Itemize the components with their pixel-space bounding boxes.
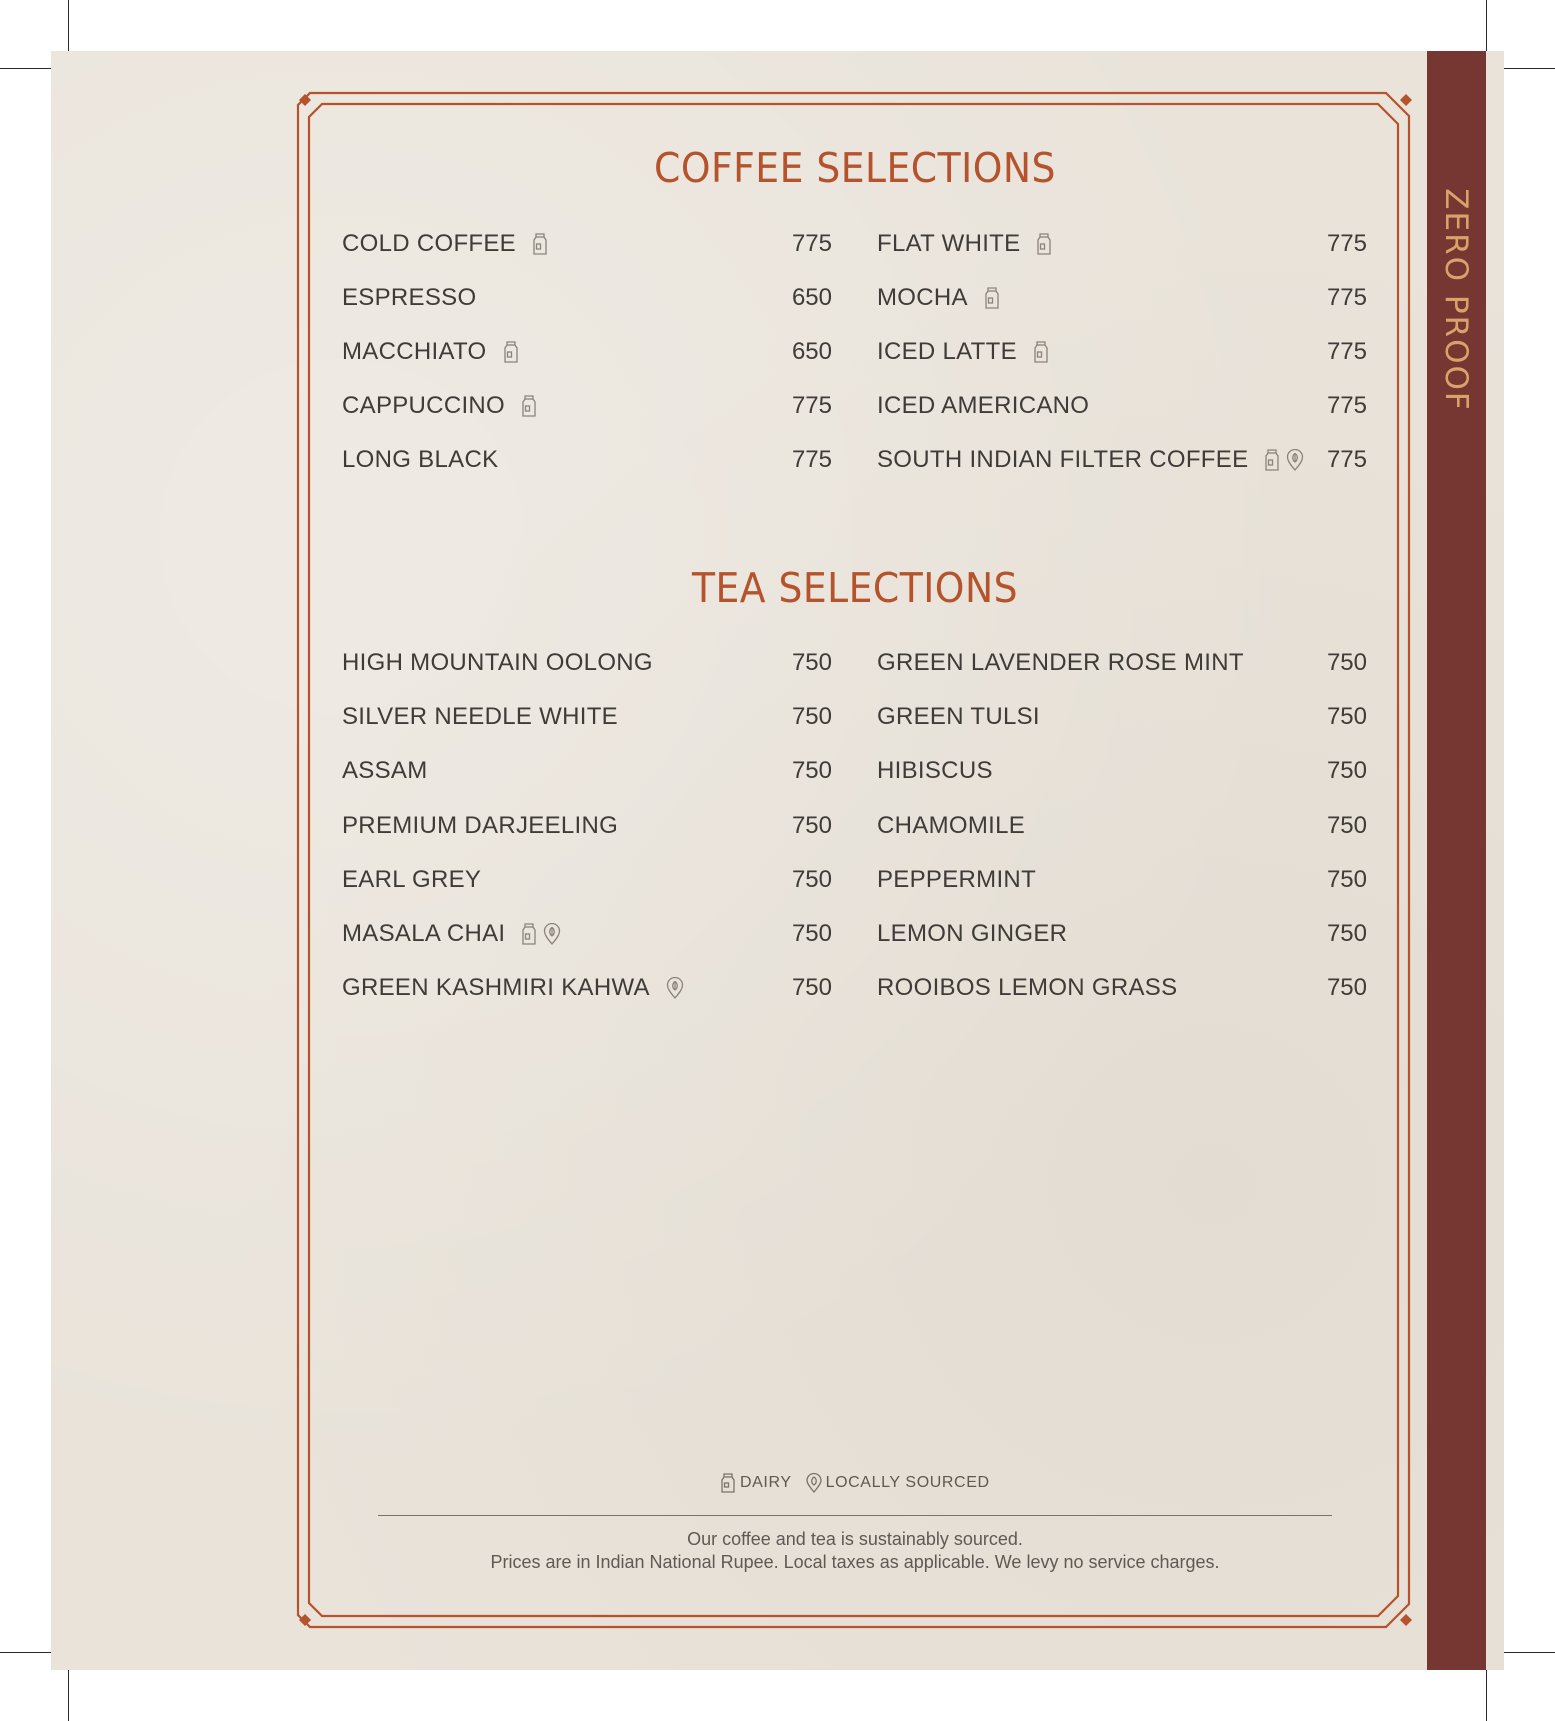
dairy-icon — [1033, 340, 1049, 364]
menu-item-icons — [1033, 340, 1049, 364]
menu-item — [342, 648, 653, 678]
menu-item — [342, 919, 561, 949]
legend-dairy: DAIRY — [720, 1472, 792, 1494]
menu-item-price: 750 — [1326, 757, 1367, 785]
tea-heading: TEA SELECTIONS — [691, 564, 1019, 612]
menu-item-price: 750 — [1326, 920, 1367, 947]
menu-item-name: HIGH MOUNTAIN OOLONG — [342, 649, 653, 676]
menu-item — [342, 756, 428, 786]
side-tab-label: ZERO PROOF — [1438, 188, 1474, 412]
menu-item-icons — [532, 232, 548, 256]
menu-item-price: 750 — [1326, 703, 1367, 731]
locally-sourced-icon — [806, 1473, 822, 1493]
menu-item-icons — [666, 977, 684, 999]
menu-item-name: GREEN TULSI — [877, 703, 1040, 731]
menu-item-price: 775 — [1326, 446, 1367, 473]
menu-item-name: GREEN KASHMIRI KAHWA — [342, 974, 650, 1002]
menu-item — [877, 811, 1025, 841]
menu-item-price: 750 — [791, 865, 832, 893]
menu-item — [877, 229, 1052, 259]
menu-item-name: ASSAM — [342, 757, 428, 785]
footer-divider — [378, 1515, 1332, 1516]
menu-item-name: HIBISCUS — [877, 757, 993, 785]
menu-item-name: COLD COFFEE — [342, 230, 516, 257]
menu-item-name: LEMON GINGER — [877, 920, 1068, 947]
menu-item-price: 750 — [1326, 974, 1367, 1002]
menu-item-price: 750 — [791, 757, 832, 785]
dairy-icon — [532, 232, 548, 256]
menu-item-price: 775 — [791, 392, 832, 419]
menu-item-name: SOUTH INDIAN FILTER COFFEE — [877, 446, 1249, 473]
legend — [720, 1472, 1004, 1494]
menu-item-price: 775 — [791, 230, 832, 257]
locally-sourced-icon — [543, 923, 561, 945]
menu-item-icons — [521, 394, 537, 418]
menu-item-name: SILVER NEEDLE WHITE — [342, 703, 618, 731]
menu-item-name: FLAT WHITE — [877, 230, 1021, 257]
dairy-icon — [720, 1472, 736, 1494]
dairy-icon — [521, 394, 537, 418]
menu-item-name: MASALA CHAI — [342, 920, 506, 947]
dairy-icon — [503, 340, 519, 364]
menu-item — [877, 973, 1177, 1003]
menu-item — [877, 702, 1040, 732]
menu-item-name: GREEN LAVENDER ROSE MINT — [877, 649, 1244, 676]
menu-item-price: 650 — [791, 338, 832, 365]
menu-item-name: PREMIUM DARJEELING — [342, 811, 619, 839]
menu-item — [877, 756, 993, 786]
menu-item — [342, 865, 481, 895]
menu-item-name: ICED LATTE — [877, 338, 1017, 365]
menu-item — [342, 811, 618, 841]
menu-item-icons — [521, 922, 561, 946]
menu-item-price: 750 — [791, 649, 832, 676]
menu-item-price: 775 — [1326, 284, 1367, 311]
menu-item — [877, 919, 1067, 949]
dairy-icon — [984, 286, 1000, 310]
menu-item — [342, 973, 684, 1003]
menu-item-name: LONG BLACK — [342, 446, 499, 473]
dairy-icon — [1036, 232, 1052, 256]
footer-note-sourcing: Our coffee and tea is sustainably sourced. — [687, 1529, 1023, 1549]
menu-item-price: 750 — [791, 703, 832, 731]
menu-item-icons — [503, 340, 519, 364]
coffee-heading: COFFEE SELECTIONS — [654, 144, 1056, 192]
footer-note-pricing: Prices are in Indian National Rupee. Local taxes as applicable. We levy no service charges. — [490, 1552, 1220, 1572]
menu-item — [877, 865, 1036, 895]
menu-item-name: CHAMOMILE — [877, 811, 1026, 839]
menu-item-name: MOCHA — [877, 284, 968, 311]
menu-item — [342, 337, 519, 367]
menu-item-name: MACCHIATO — [342, 338, 487, 365]
menu-item-name: EARL GREY — [342, 865, 482, 893]
menu-item-icons — [1036, 232, 1052, 256]
menu-item — [342, 391, 537, 421]
menu-item-price: 775 — [791, 446, 832, 473]
menu-item-icons — [984, 286, 1000, 310]
menu-item-price: 750 — [791, 920, 832, 947]
menu-item — [877, 648, 1244, 678]
menu-item-price: 775 — [1326, 392, 1367, 419]
menu-item-name: CAPPUCCINO — [342, 392, 506, 419]
dairy-icon — [521, 922, 537, 946]
menu-item-price: 750 — [1326, 811, 1367, 839]
menu-item-price: 750 — [1326, 649, 1367, 676]
menu-item-name: ESPRESSO — [342, 284, 477, 311]
menu-item — [342, 445, 498, 475]
menu-item — [342, 702, 618, 732]
menu-item-price: 650 — [791, 284, 832, 311]
menu-item-name: ICED AMERICANO — [877, 392, 1090, 419]
menu-item-name: ROOIBOS LEMON GRASS — [877, 974, 1178, 1002]
menu-item — [342, 283, 476, 313]
legend-locally-sourced: LOCALLY SOURCED — [806, 1473, 990, 1493]
menu-item-price: 750 — [791, 974, 832, 1002]
menu-item-price: 750 — [791, 811, 832, 839]
menu-item-price: 775 — [1326, 338, 1367, 365]
dairy-icon — [1264, 448, 1280, 472]
menu-item — [877, 337, 1049, 367]
menu-item — [877, 445, 1304, 475]
menu-item-price: 750 — [1326, 865, 1367, 893]
locally-sourced-icon — [666, 977, 684, 999]
menu-item-name: PEPPERMINT — [877, 865, 1037, 893]
menu-item-price: 775 — [1326, 230, 1367, 257]
menu-item — [877, 391, 1089, 421]
menu-item — [877, 283, 1000, 313]
menu-item — [342, 229, 548, 259]
